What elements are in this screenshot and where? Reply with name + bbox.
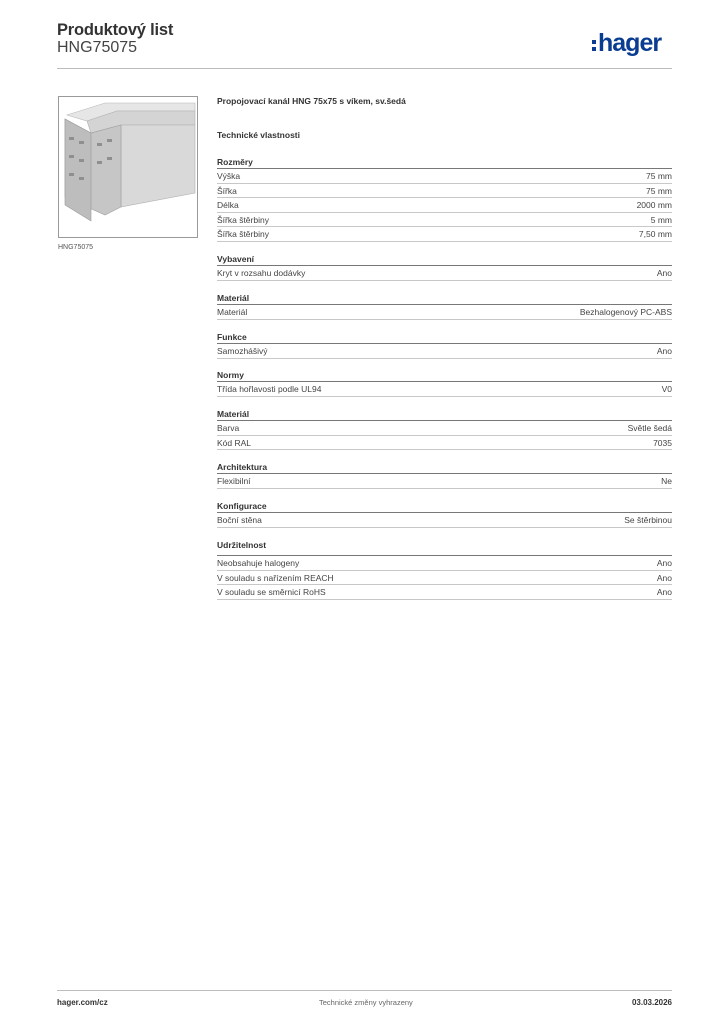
spec-label: Šířka <box>217 185 237 196</box>
footer-date: 03.03.2026 <box>631 998 672 1007</box>
spec-label: Třída hořlavosti podle UL94 <box>217 384 322 394</box>
product-image <box>58 96 198 238</box>
spec-value: V0 <box>661 384 672 394</box>
spec-section-configuration <box>217 499 672 528</box>
spec-label: Šířka štěrbiny <box>217 214 269 225</box>
spec-value: Ano <box>656 346 672 356</box>
spec-row <box>217 266 672 281</box>
spec-section-function <box>217 330 672 359</box>
spec-row <box>217 382 672 397</box>
spec-row <box>217 184 672 199</box>
spec-row <box>217 585 672 600</box>
section-title: Rozměry <box>217 155 672 169</box>
spec-value: Světle šedá <box>627 423 672 433</box>
spec-section-material-color <box>217 407 672 450</box>
technical-properties-title: Technické vlastnosti <box>217 130 300 140</box>
logo-dots-icon <box>592 40 596 51</box>
footer-divider <box>57 990 672 991</box>
spec-row <box>217 571 672 586</box>
hager-logo <box>592 28 661 58</box>
section-title: Architektura <box>217 460 672 474</box>
spec-row <box>217 213 672 228</box>
spec-row <box>217 169 672 184</box>
section-title: Materiál <box>217 291 672 305</box>
footer-note: Technické změny vyhrazeny <box>319 998 413 1007</box>
section-title: Materiál <box>217 407 672 421</box>
spec-row <box>217 198 672 213</box>
spec-label: Šířka štěrbiny <box>217 229 269 240</box>
section-title: Udržitelnost <box>217 538 672 556</box>
spec-value: Ano <box>656 572 672 583</box>
section-title: Funkce <box>217 330 672 344</box>
product-description: Propojovací kanál HNG 75x75 s víkem, sv.šedá <box>217 96 406 106</box>
spec-value: 2000 mm <box>636 200 672 211</box>
spec-label: Samozhášivý <box>217 346 268 356</box>
spec-label: Neobsahuje halogeny <box>217 558 300 568</box>
spec-label: V souladu s nařízením REACH <box>217 572 334 583</box>
spec-value: 75 mm <box>646 171 672 181</box>
spec-value: Bezhalogenový PC-ABS <box>579 307 672 317</box>
spec-label: V souladu se směrnicí RoHS <box>217 587 326 598</box>
spec-value: 5 mm <box>650 214 672 225</box>
spec-value: Se štěrbinou <box>624 515 672 525</box>
spec-section-material <box>217 291 672 320</box>
spec-row <box>217 436 672 451</box>
spec-row <box>217 421 672 436</box>
spec-row <box>217 305 672 320</box>
spec-label: Kryt v rozsahu dodávky <box>217 268 306 278</box>
spec-label: Kód RAL <box>217 437 252 448</box>
spec-label: Boční stěna <box>217 515 262 525</box>
spec-value: 7,50 mm <box>638 229 672 240</box>
spec-label: Materiál <box>217 307 248 317</box>
footer-website-link[interactable]: hager.com/cz <box>57 998 108 1007</box>
spec-value: Ano <box>656 558 672 568</box>
spec-row <box>217 474 672 489</box>
page-title: Produktový list <box>57 21 174 39</box>
spec-label: Barva <box>217 423 240 433</box>
header-divider <box>57 68 672 69</box>
image-caption: HNG75075 <box>58 244 94 251</box>
logo-text: hager <box>598 28 662 57</box>
spec-row <box>217 556 672 571</box>
section-title: Normy <box>217 368 672 382</box>
spec-row <box>217 513 672 528</box>
spec-label: Flexibilní <box>217 476 251 486</box>
spec-row <box>217 227 672 242</box>
product-code: HNG75075 <box>57 39 138 56</box>
section-title: Konfigurace <box>217 499 672 513</box>
spec-section-architecture <box>217 460 672 489</box>
spec-value: Ano <box>656 268 672 278</box>
spec-value: 7035 <box>653 437 672 448</box>
spec-value: Ne <box>661 476 672 486</box>
cable-duct-icon <box>59 97 197 237</box>
spec-label: Délka <box>217 200 239 211</box>
spec-value: 75 mm <box>646 185 672 196</box>
spec-section-standards <box>217 368 672 397</box>
spec-section-dimensions <box>217 155 672 242</box>
spec-section-sustainability <box>217 538 672 600</box>
spec-label: Výška <box>217 171 241 181</box>
spec-row <box>217 344 672 359</box>
spec-section-equipment <box>217 252 672 281</box>
section-title: Vybavení <box>217 252 672 266</box>
spec-value: Ano <box>656 587 672 598</box>
